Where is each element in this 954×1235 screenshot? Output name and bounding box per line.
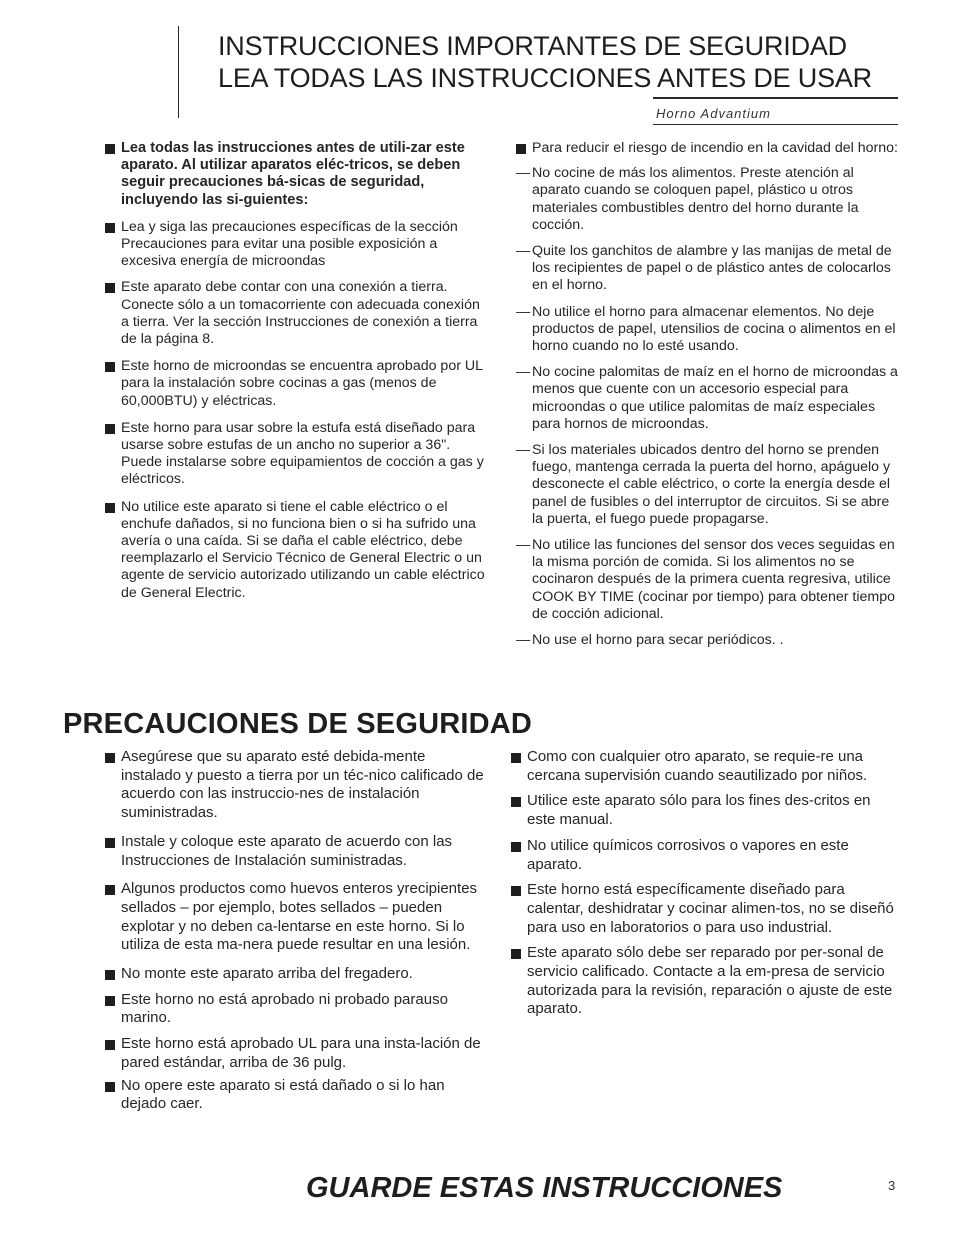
bullet-square-icon bbox=[105, 753, 115, 763]
footer-title: GUARDE ESTAS INSTRUCCIONES bbox=[306, 1172, 783, 1204]
top-left-column bbox=[105, 140, 488, 602]
title-line-2: LEA TODAS LAS INSTRUCCIONES ANTES DE USAR bbox=[218, 63, 872, 93]
list-item: — No utilice el horno para almacenar elementos. No deje productos de papel, utensilios de cocina o alimentos en el horno cuando no lo esté usando. bbox=[516, 303, 896, 355]
list-item: Este horno está aprobado UL para una insta-lación de pared estándar, arriba de 36 pulg. bbox=[105, 1035, 488, 1072]
list-item: No monte este aparato arriba del fregadero. bbox=[105, 965, 488, 984]
bullet-square-icon bbox=[105, 424, 115, 434]
bullet-square-icon bbox=[105, 996, 115, 1006]
bullet-square-icon bbox=[105, 283, 115, 293]
header-rule bbox=[653, 97, 898, 99]
list-item: — No use el horno para secar periódicos. . bbox=[516, 632, 784, 649]
dash-icon: — bbox=[516, 165, 531, 182]
list-item: — No cocine palomitas de maíz en el horno de microondas a menos que cuente con un accesorio especial para microondas o que utilice palomitas de maíz especiales para hornos de microondas. bbox=[516, 364, 898, 432]
list-item: Instale y coloque este aparato de acuerdo con las Instrucciones de Instalación suministradas. bbox=[105, 833, 488, 870]
page-title bbox=[218, 30, 918, 94]
list-item: Este horno está específicamente diseñado para calentar, deshidratar y cocinar alimen-tos, no se diseñó para uso en laboratorios o para uso industrial. bbox=[511, 881, 898, 937]
bullet-square-icon bbox=[511, 797, 521, 807]
subheader-rule bbox=[653, 124, 898, 125]
list-item: Para reducir el riesgo de incendio en la cavidad del horno: bbox=[516, 140, 898, 157]
list-item: Este aparato debe contar con una conexión a tierra. Conecte sólo a un tomacorriente con adecuada conexión a tierra. Ver la sección Instrucciones de conexión a tierra de la página 8. bbox=[105, 279, 488, 348]
list-item: Este horno no está aprobado ni probado parauso marino. bbox=[105, 991, 488, 1028]
bullet-square-icon bbox=[511, 949, 521, 959]
dash-icon: — bbox=[516, 364, 531, 381]
list-item: Este horno para usar sobre la estufa está diseñado para usarse sobre estufas de un ancho no superior a 36". Puede instalarse sobre equipamientos de cocción a gas y eléctricos. bbox=[105, 420, 488, 489]
bottom-left-column bbox=[105, 748, 488, 1114]
bottom-right-column bbox=[511, 748, 898, 1019]
list-item: — Quite los ganchitos de alambre y las manijas de metal de los recipientes de papel o de plástico antes de colocarlos en el horno. bbox=[516, 243, 892, 294]
list-item: Lea todas las instrucciones antes de utili-zar este aparato. Al utilizar aparatos eléc-tricos, se deben seguir precauciones bá-sicas de seguridad, incluyendo las si-guientes: bbox=[105, 140, 488, 209]
dash-icon: — bbox=[516, 537, 531, 554]
header-vertical-rule bbox=[178, 26, 179, 118]
dash-icon: — bbox=[516, 243, 531, 260]
bullet-square-icon bbox=[105, 503, 115, 513]
list-item: No utilice este aparato si tiene el cable eléctrico o el enchufe dañados, si no funciona bien o si ha sufrido una avería o una caída. Si se daña el cable eléctrico, debe reemplazarlo el Servicio Técnico de General Electric o un agente de servicio autorizado utilizando un cable eléctrico de General Electric. bbox=[105, 499, 488, 602]
list-item: — Si los materiales ubicados dentro del horno se prenden fuego, mantenga cerrada la puerta del horno, apáguelo y desconecte el cable eléctrico, o corte la energía desde el panel de fusibles o del interruptor de circuitos. Si se abre la puerta, el fuego puede propagarse. bbox=[516, 442, 891, 527]
dash-icon: — bbox=[516, 303, 531, 320]
bullet-square-icon bbox=[105, 970, 115, 980]
bullet-square-icon bbox=[105, 1082, 115, 1092]
dash-icon: — bbox=[516, 632, 531, 649]
bullet-square-icon bbox=[511, 753, 521, 763]
list-item: Utilice este aparato sólo para los fines des-critos en este manual. bbox=[511, 792, 898, 829]
list-item: Como con cualquier otro aparato, se requie-re una cercana supervisión cuando seautilizado por niños. bbox=[511, 748, 898, 785]
list-item: No utilice químicos corrosivos o vapores en este aparato. bbox=[511, 837, 898, 874]
bullet-square-icon bbox=[105, 838, 115, 848]
bullet-square-icon bbox=[516, 144, 526, 154]
page-number: 3 bbox=[888, 1178, 896, 1193]
dash-icon: — bbox=[516, 442, 531, 459]
list-item: Este aparato sólo debe ser reparado por per-sonal de servicio calificado. Contacte a la em-presa de servicio autorizada para la revisión, reparación o ajuste de este aparato. bbox=[511, 944, 898, 1019]
title-line-1: INSTRUCCIONES IMPORTANTES DE SEGURIDAD bbox=[218, 31, 847, 61]
bullet-square-icon bbox=[105, 885, 115, 895]
list-item: Lea y siga las precauciones específicas de la sección Precauciones para evitar una posible exposición a excesiva energía de microondas bbox=[105, 219, 488, 271]
list-item: Este horno de microondas se encuentra aprobado por UL para la instalación sobre cocinas a gas (menos de 60,000BTU) y eléctricas. bbox=[105, 358, 488, 410]
top-right-column bbox=[516, 140, 898, 649]
list-item: Algunos productos como huevos enteros yrecipientes sellados – por ejemplo, botes sellados – pueden explotar y no deben ca-lentarse en este horno. Si lo utiliza de esta ma-nera puede resultar en una lesión. bbox=[105, 880, 488, 955]
list-item: Asegúrese que su aparato esté debida-mente instalado y puesto a tierra por un téc-nico calificado de acuerdo con las instruccio-nes de instalación suministradas. bbox=[105, 748, 488, 823]
list-item: — No utilice las funciones del sensor dos veces seguidas en la misma porción de comida. Si los alimentos no se cocinaron después de la primera cuenta regresiva, utilice COOK BY TIME (cocinar por tiempo) para obtener tiempo de cocción adicional. bbox=[516, 537, 895, 622]
bullet-square-icon bbox=[105, 223, 115, 233]
section-title: PRECAUCIONES DE SEGURIDAD bbox=[63, 708, 533, 740]
list-item: — No cocine de más los alimentos. Preste atención al aparato cuando se coloquen papel, plástico u otros materiales combustibles dentro del horno durante la cocción. bbox=[516, 165, 859, 233]
bullet-square-icon bbox=[511, 886, 521, 896]
bullet-square-icon bbox=[105, 1040, 115, 1050]
product-name: Horno Advantium bbox=[656, 106, 771, 121]
bullet-square-icon bbox=[511, 842, 521, 852]
bullet-square-icon bbox=[105, 362, 115, 372]
bullet-square-icon bbox=[105, 144, 115, 154]
list-item: No opere este aparato si está dañado o si lo han dejado caer. bbox=[105, 1077, 488, 1114]
